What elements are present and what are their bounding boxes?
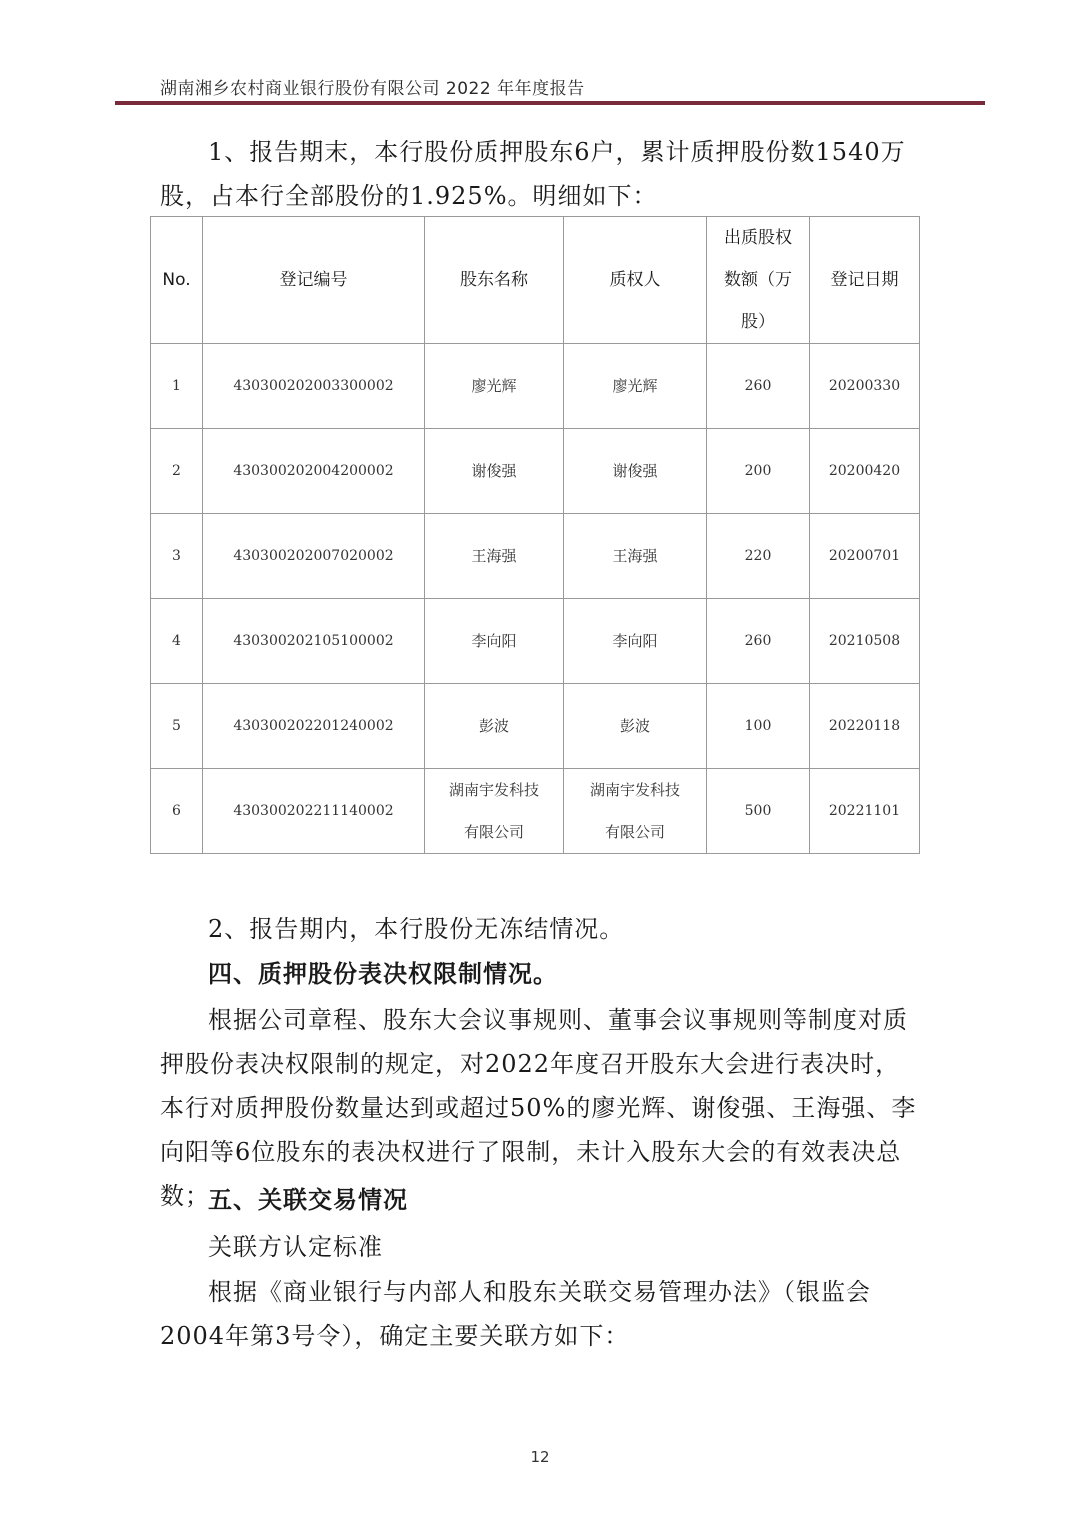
cell-pledged-amount: 260 — [707, 599, 810, 684]
table-row — [151, 684, 920, 769]
no-freeze-paragraph: 2、报告期内，本行股份无冻结情况。 — [208, 915, 625, 943]
cell-no: 6 — [151, 769, 203, 854]
cell-pledgee: 彭波 — [564, 684, 707, 769]
table-row — [151, 429, 920, 514]
header-pledgee: 质权人 — [564, 217, 707, 344]
cell-pledgee: 谢俊强 — [564, 429, 707, 514]
cell-registration-date: 20200701 — [810, 514, 920, 599]
cell-registration-date: 20210508 — [810, 599, 920, 684]
cell-registration-date: 20200330 — [810, 344, 920, 429]
pledge-details-table — [150, 216, 920, 854]
cell-shareholder-name: 王海强 — [425, 514, 564, 599]
cell-no: 4 — [151, 599, 203, 684]
header-registration-date: 登记日期 — [810, 217, 920, 344]
cell-shareholder-name-text: 湖南宇发科技有限公司 — [448, 781, 539, 841]
related-party-criteria-label: 关联方认定标准 — [208, 1233, 383, 1261]
table-row — [151, 599, 920, 684]
cell-no: 3 — [151, 514, 203, 599]
header-shareholder-name: 股东名称 — [425, 217, 564, 344]
cell-registration-number: 430300202211140002 — [203, 769, 425, 854]
cell-pledged-amount: 200 — [707, 429, 810, 514]
related-party-basis-paragraph: 根据《商业银行与内部人和股东关联交易管理办法》（银监会2004年第3号令），确定主要关联方如下： — [160, 1278, 871, 1350]
cell-no: 1 — [151, 344, 203, 429]
cell-pledged-amount: 260 — [707, 344, 810, 429]
cell-registration-number: 430300202105100002 — [203, 599, 425, 684]
header-no: No. — [151, 217, 203, 344]
cell-registration-number: 430300202007020002 — [203, 514, 425, 599]
table-header-row — [151, 217, 920, 344]
cell-no: 2 — [151, 429, 203, 514]
header-divider — [115, 101, 985, 105]
cell-registration-number: 430300202201240002 — [203, 684, 425, 769]
cell-pledgee-text: 湖南宇发科技有限公司 — [589, 781, 680, 841]
report-header-title: 湖南湘乡农村商业银行股份有限公司 2022 年年度报告 — [160, 79, 585, 99]
cell-shareholder-name: 廖光辉 — [425, 344, 564, 429]
cell-registration-date: 20200420 — [810, 429, 920, 514]
section-heading-voting-restriction: 四、质押股份表决权限制情况。 — [208, 959, 558, 988]
voting-restriction-paragraph: 根据公司章程、股东大会议事规则、董事会议事规则等制度对质押股份表决权限制的规定，对2022年度召开股东大会进行表决时，本行对质押股份数量达到或超过50%的廖光辉、谢俊强、王海强、李向阳等6位股东的表决权进行了限制，未计入股东大会的有效表决总数； — [160, 1006, 917, 1210]
cell-shareholder-name — [425, 769, 564, 854]
cell-pledgee — [564, 769, 707, 854]
cell-registration-number: 430300202003300002 — [203, 344, 425, 429]
cell-registration-date: 20220118 — [810, 684, 920, 769]
cell-registration-number: 430300202004200002 — [203, 429, 425, 514]
cell-pledged-amount: 100 — [707, 684, 810, 769]
cell-pledged-amount: 220 — [707, 514, 810, 599]
cell-pledgee: 王海强 — [564, 514, 707, 599]
header-pledged-amount-text: 出质股权数额（万股） — [724, 228, 792, 332]
cell-no: 5 — [151, 684, 203, 769]
pledge-summary-paragraph: 1、报告期末，本行股份质押股东6户，累计质押股份数1540万股，占本行全部股份的1.925%。明细如下： — [160, 138, 906, 210]
cell-shareholder-name: 谢俊强 — [425, 429, 564, 514]
cell-shareholder-name: 李向阳 — [425, 599, 564, 684]
header-registration-number: 登记编号 — [203, 217, 425, 344]
header-pledged-amount — [707, 217, 810, 344]
cell-pledgee: 李向阳 — [564, 599, 707, 684]
table-row — [151, 344, 920, 429]
table-row — [151, 769, 920, 854]
section-heading-related-transactions: 五、关联交易情况 — [208, 1185, 408, 1214]
cell-pledgee: 廖光辉 — [564, 344, 707, 429]
table-row — [151, 514, 920, 599]
cell-pledged-amount: 500 — [707, 769, 810, 854]
page-number: 12 — [530, 1448, 550, 1466]
cell-shareholder-name: 彭波 — [425, 684, 564, 769]
cell-registration-date: 20221101 — [810, 769, 920, 854]
